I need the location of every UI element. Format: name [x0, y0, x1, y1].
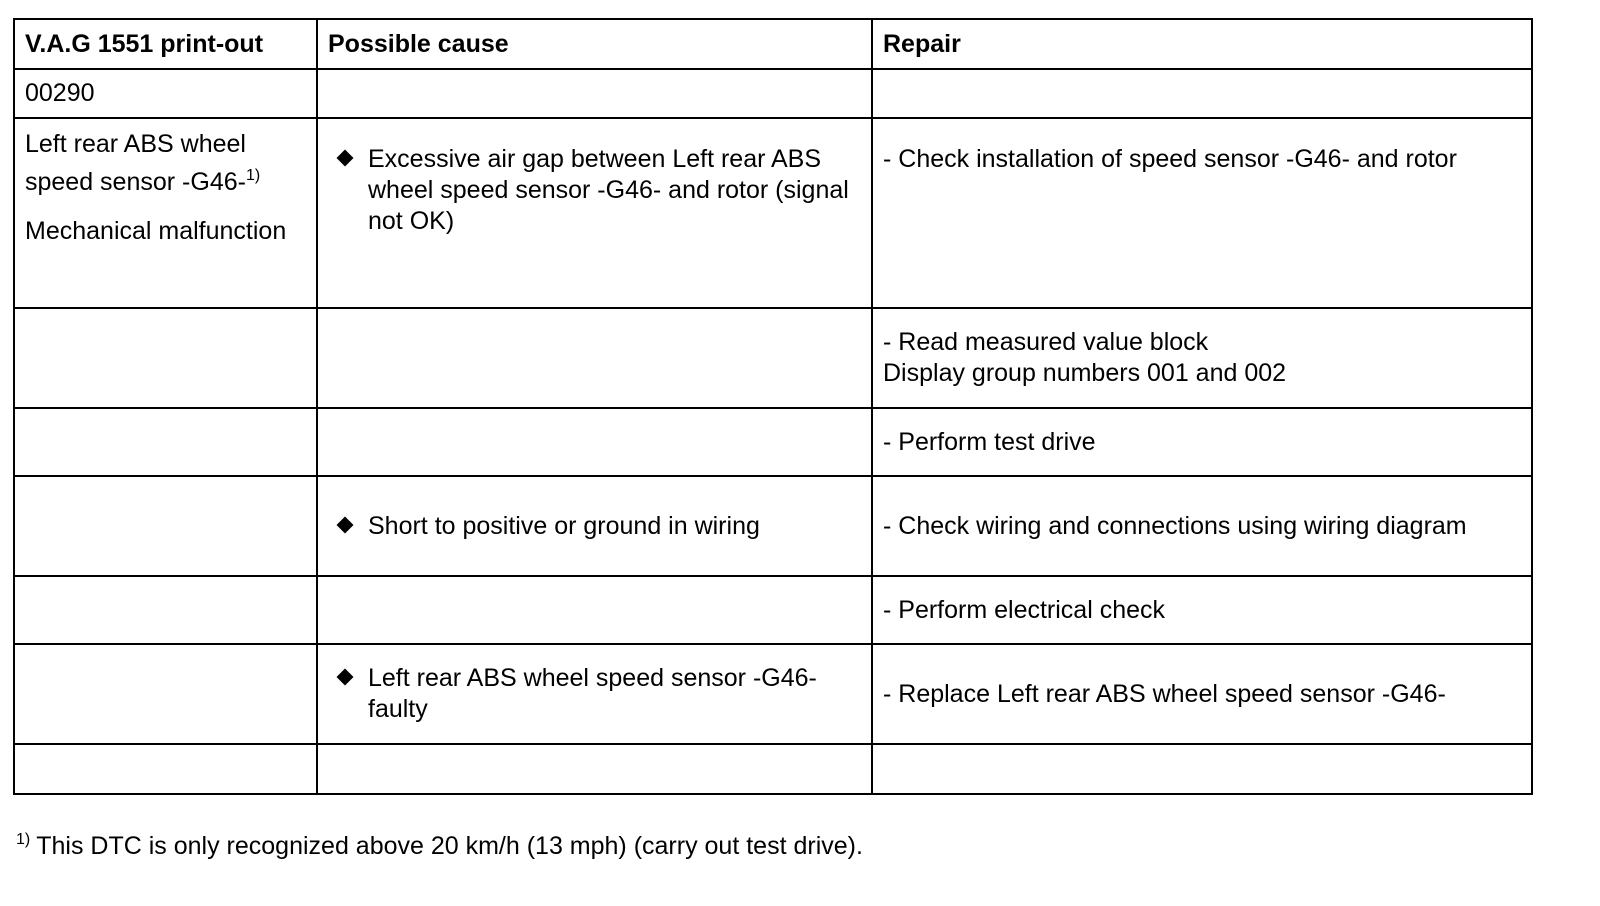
diamond-bullet-icon — [338, 667, 352, 689]
empty-cell — [14, 476, 317, 576]
empty-cell — [14, 408, 317, 476]
table-row — [14, 308, 1532, 408]
table-row — [14, 476, 1532, 576]
footnote-text: This DTC is only recognized above 20 km/h (13 mph) (carry out test drive). — [36, 832, 863, 860]
cause-text: Short to positive or ground in wiring — [368, 511, 760, 540]
empty-cell — [317, 408, 872, 476]
footnote-marker: 1) — [16, 831, 31, 848]
diamond-bullet-icon — [338, 148, 352, 170]
cause-item — [328, 663, 861, 725]
empty-cell — [872, 744, 1532, 794]
diagnostic-table — [13, 18, 1533, 795]
table-row — [14, 69, 1532, 118]
empty-cell — [317, 744, 872, 794]
cause-item — [328, 511, 861, 542]
component-id: speed sensor -G46- — [25, 168, 246, 196]
component-cell — [14, 118, 317, 308]
table-row — [14, 408, 1532, 476]
component-name-line1: Left rear ABS wheel — [25, 130, 246, 158]
table-row — [14, 644, 1532, 744]
empty-cell — [14, 576, 317, 644]
empty-cell — [14, 644, 317, 744]
header-printout: V.A.G 1551 print-out — [14, 19, 317, 69]
empty-cell — [14, 744, 317, 794]
empty-cell — [317, 576, 872, 644]
table-header-row — [14, 19, 1532, 69]
empty-cell — [14, 308, 317, 408]
cause-item — [328, 144, 861, 237]
diamond-bullet-icon — [338, 515, 352, 537]
repair-cell: - Perform electrical check — [872, 576, 1532, 644]
repair-text: - Read measured value block — [883, 328, 1209, 356]
empty-cell — [872, 69, 1532, 118]
repair-cell: - Check wiring and connections using wiring diagram — [872, 476, 1532, 576]
cause-cell — [317, 118, 872, 308]
header-possible-cause: Possible cause — [317, 19, 872, 69]
repair-cell: - Perform test drive — [872, 408, 1532, 476]
table-row — [14, 576, 1532, 644]
table-row — [14, 118, 1532, 308]
footnote-reference: 1) — [245, 167, 261, 184]
cause-cell — [317, 476, 872, 576]
cause-cell — [317, 644, 872, 744]
header-repair: Repair — [872, 19, 1532, 69]
repair-cell — [872, 118, 1532, 308]
component-name-line2 — [25, 160, 306, 198]
cause-text: Excessive air gap between Left rear ABS wheel speed sensor -G46- and rotor (signal not OK) — [368, 145, 849, 235]
table-row — [14, 744, 1532, 794]
cause-text: Left rear ABS wheel speed sensor -G46- faulty — [368, 664, 817, 723]
fault-type: Mechanical malfunction — [25, 217, 287, 245]
repair-cell — [872, 308, 1532, 408]
repair-cell: - Replace Left rear ABS wheel speed sensor -G46- — [872, 644, 1532, 744]
repair-text: - Check installation of speed sensor -G46- and rotor — [883, 145, 1457, 173]
fault-code: 00290 — [14, 69, 317, 118]
empty-cell — [317, 69, 872, 118]
repair-text-continued: Display group numbers 001 and 002 — [883, 359, 1287, 387]
empty-cell — [317, 308, 872, 408]
footnote — [16, 824, 863, 862]
